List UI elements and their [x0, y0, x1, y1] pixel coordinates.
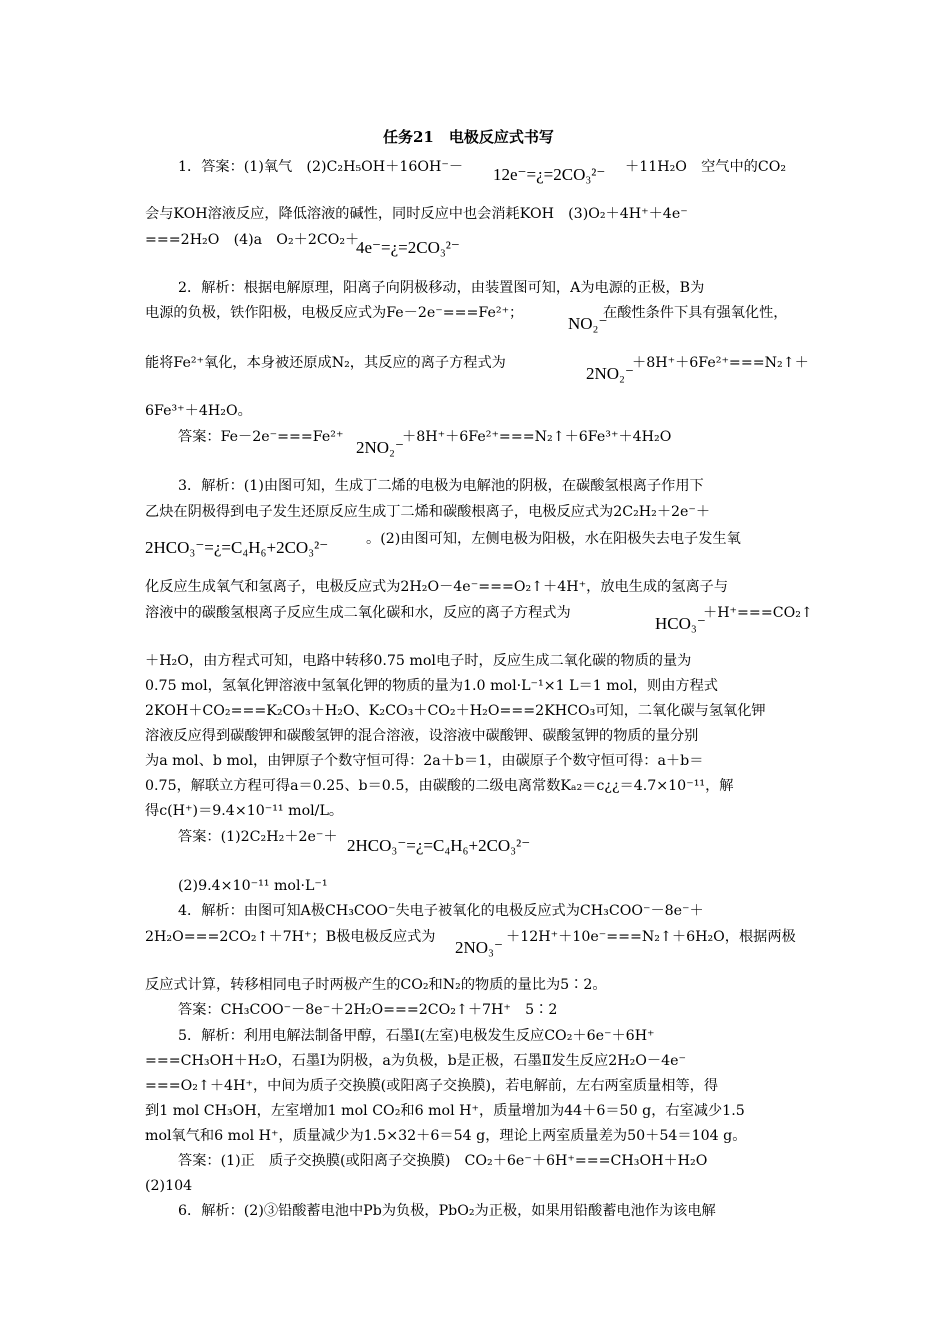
text-line: 溶液反应得到碳酸钾和碳酸氢钾的混合溶液，设溶液中碳酸钾、碳酸氢钾的物质的量分别 [145, 728, 699, 744]
text-line: 到1 mol CH₃OH，左室增加1 mol CO₂和6 mol H⁺，质量增加为44＋6＝50 g，右室减少1.5 [145, 1103, 745, 1119]
page-title: 任务21 电极反应式书写 [383, 128, 554, 146]
text-line: ＋8H⁺＋6Fe²⁺===N₂↑＋6Fe³⁺＋4H₂O [402, 429, 672, 445]
text-line: (2)9.4×10⁻¹¹ mol·L⁻¹ [178, 878, 328, 894]
text-line: ＋12H⁺＋10e⁻===N₂↑＋6H₂O，根据两极 [506, 929, 796, 945]
formula: 2NO₂⁻ [356, 438, 404, 457]
text-line: ＋H⁺===CO₂↑ [703, 605, 813, 621]
text-line: 能将Fe²⁺氧化，本身被还原成N₂，其反应的离子方程式为 [145, 355, 506, 371]
formula: HCO₃⁻ [655, 614, 706, 633]
text-line: 答案：(1)2C₂H₂＋2e⁻＋ [178, 829, 338, 845]
text-line: 2H₂O===2CO₂↑＋7H⁺；B极电极反应式为 [145, 929, 436, 945]
text-line: 答案：CH₃COO⁻－8e⁻＋2H₂O===2CO₂↑＋7H⁺ 5∶2 [178, 1002, 558, 1018]
text-line: 1．答案：(1)氧气 (2)C₂H₅OH＋16OH⁻－ [178, 159, 464, 175]
text-line: 2．解析：根据电解原理，阳离子向阴极移动，由装置图可知，A为电源的正极，B为 [178, 280, 705, 296]
formula: 2HCO₃⁻=¿=C₄H₆+2CO₃²⁻ [347, 836, 531, 855]
text-line: ＋8H⁺＋6Fe²⁺===N₂↑＋ [632, 355, 809, 371]
text-line: 4．解析：由图可知A极CH₃COO⁻失电子被氧化的电极反应式为CH₃COO⁻－8e⁻＋ [178, 903, 704, 919]
text-line: 为a mol、b mol，由钾原子个数守恒可得：2a＋b＝1，由碳原子个数守恒可得：a＋b＝ [145, 753, 704, 769]
text-line: 3．解析：(1)由图可知，生成丁二烯的电极为电解池的阴极，在碳酸氢根离子作用下 [178, 478, 704, 494]
text-line: mol氧气和6 mol H⁺，质量减少为1.5×32＋6＝54 g，理论上两室质量差为50＋54＝104 g。 [145, 1128, 747, 1144]
formula: 2NO₂⁻ [586, 364, 634, 383]
text-line: 5．解析：利用电解法制备甲醇，石墨Ⅰ(左室)电极发生反应CO₂＋6e⁻＋6H⁺ [178, 1028, 655, 1044]
text-line: 答案：Fe－2e⁻===Fe²⁺ [178, 429, 344, 445]
text-line: 6．解析：(2)③铅酸蓄电池中Pb为负极，PbO₂为正极，如果用铅酸蓄电池作为该电解 [178, 1203, 716, 1219]
text-line: 。(2)由图可知，左侧电极为阳极，水在阳极失去电子发生氧 [366, 531, 741, 547]
text-line: (2)104 [145, 1178, 193, 1194]
text-line: 乙炔在阴极得到电子发生还原反应生成丁二烯和碳酸根离子，电极反应式为2C₂H₂＋2e⁻＋ [145, 504, 711, 520]
formula: NO₂⁻ [568, 314, 608, 333]
text-line: 答案：(1)正 质子交换膜(或阳离子交换膜) CO₂＋6e⁻＋6H⁺===CH₃OH＋H₂O [178, 1153, 708, 1169]
text-line: 溶液中的碳酸氢根离子反应生成二氧化碳和水，反应的离子方程式为 [145, 605, 571, 621]
text-line: 0.75，解联立方程可得a＝0.25、b＝0.5，由碳酸的二级电离常数Kₐ₂＝c¿¿＝4.7×10⁻¹¹，解 [145, 778, 734, 794]
text-line: 会与KOH溶液反应，降低溶液的碱性，同时反应中也会消耗KOH (3)O₂＋4H⁺＋4e⁻ [145, 206, 688, 222]
text-line: 0.75 mol，氢氧化钾溶液中氢氧化钾的物质的量为1.0 mol·L⁻¹×1 L＝1 mol，则由方程式 [145, 678, 718, 694]
text-line: 2KOH＋CO₂===K₂CO₃＋H₂O、K₂CO₃＋CO₂＋H₂O===2KHCO₃可知，二氧化碳与氢氧化钾 [145, 703, 766, 719]
formula: 2HCO₃⁻=¿=C₄H₆+2CO₃²⁻ [145, 538, 329, 557]
text-line: 在酸性条件下具有强氧化性， [603, 305, 788, 321]
text-line: ＋H₂O，由方程式可知，电路中转移0.75 mol电子时，反应生成二氧化碳的物质的量为 [145, 653, 692, 669]
text-line: 化反应生成氧气和氢离子，电极反应式为2H₂O－4e⁻===O₂↑＋4H⁺，放电生成的氢离子与 [145, 579, 729, 595]
text-line: ===2H₂O (4)a O₂＋2CO₂＋ [145, 232, 360, 248]
text-line: 电源的负极，铁作阳极，电极反应式为Fe－2e⁻===Fe²⁺； [145, 305, 524, 321]
formula: 12e⁻=¿=2CO₃²⁻ [493, 165, 606, 184]
formula: 4e⁻=¿=2CO₃²⁻ [356, 238, 460, 257]
text-line: 得c(H⁺)＝9.4×10⁻¹¹ mol/L。 [145, 803, 344, 819]
text-line: ===CH₃OH＋H₂O，石墨Ⅰ为阴极，a为负极，b是正极，石墨Ⅱ发生反应2H₂O－4e⁻ [145, 1053, 687, 1069]
formula: 2NO₃⁻ [455, 938, 503, 957]
text-line: 反应式计算，转移相同电子时两极产生的CO₂和N₂的物质的量比为5∶2。 [145, 977, 607, 993]
text-line: ===O₂↑＋4H⁺，中间为质子交换膜(或阳离子交换膜)，若电解前，左右两室质量相等，得 [145, 1078, 719, 1094]
text-line: 6Fe³⁺＋4H₂O。 [145, 403, 252, 419]
text-line: ＋11H₂O 空气中的CO₂ [625, 159, 787, 175]
